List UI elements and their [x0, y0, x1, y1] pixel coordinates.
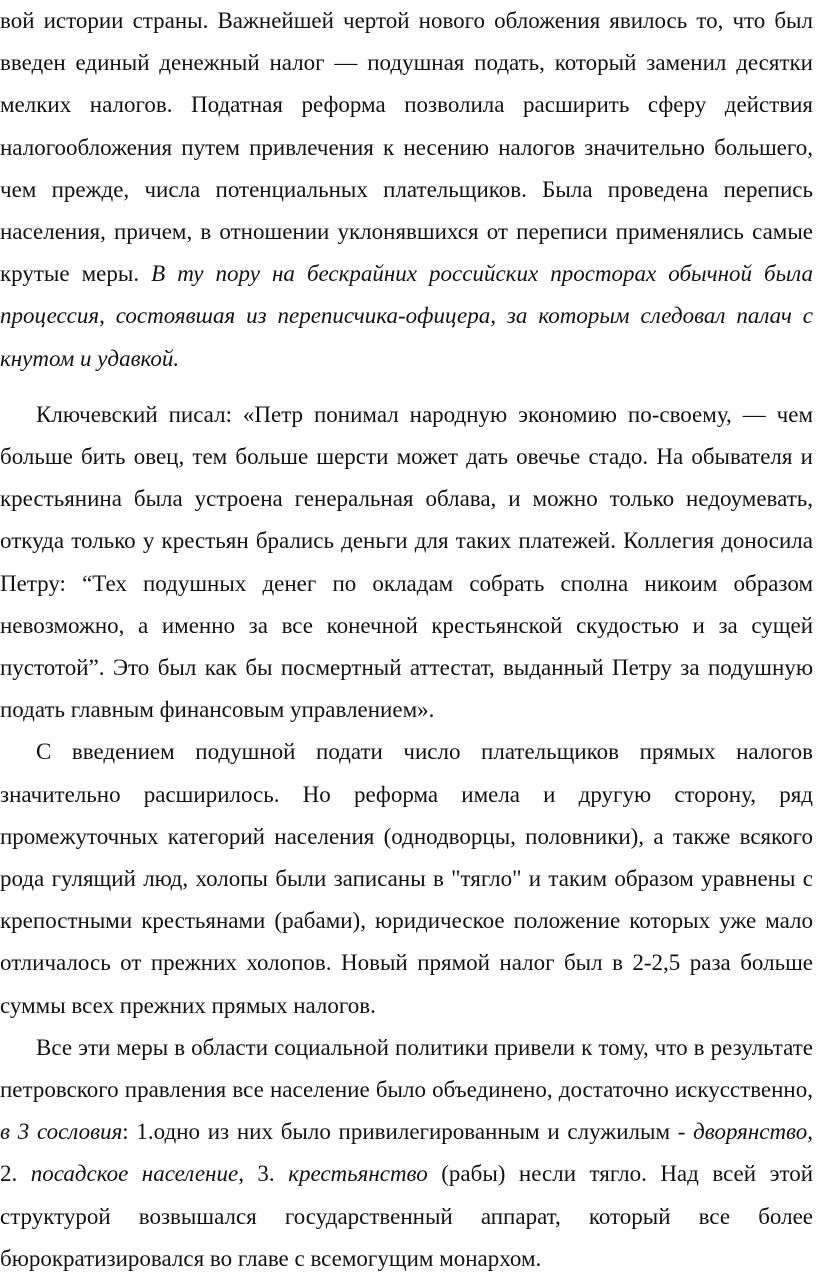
paragraph-4-text-5: (рабы) несли тягло. Над всей этой структурой возвышался государственный аппарат, который все более бюрократизировался во главе с всемогущим монархом.: [0, 1161, 813, 1271]
paragraph-4-italic-nobility: дворянство: [693, 1119, 808, 1145]
paragraph-3-text: С введением подушной подати число плательщиков прямых налогов значительно расширилось. Но реформа имела и другую сторону, ряд промежуточных категорий населения (однодворцы, половники), а также всякого рода гулящий люд, холопы были записаны в "тягло" и таким образом уравнены с крепостными крестьянами (рабами), юридическое положение которых уже мало отличалось от прежних холопов. Новый прямой налог был в 2-2,5 раза больше суммы всех прежних прямых налогов.: [0, 739, 813, 1018]
paragraph-4-text-2: : 1.одно из них было привилегированным и служилым -: [122, 1119, 694, 1145]
paragraph-4-italic-townspeople: посадское население: [30, 1161, 239, 1187]
paragraph-3: [0, 731, 813, 1026]
paragraph-4-text-3: , 2.: [0, 1119, 813, 1187]
paragraph-1-text: вой истории страны. Важнейшей чертой нового обложения явилось то, что был введен единый денежный налог — подушная подать, который заменил десятки мелких налогов. Податная реформа позволила расширить сферу действия налогообложения путем привлечения к несению налогов значительно большего, чем прежде, числа потенциальных плательщиков. Была проведена перепись населения, причем, в отношении уклонявшихся от переписи применялись самые крутые меры.: [0, 8, 813, 287]
paragraph-2-text: Ключевский писал: «Петр понимал народную экономию по-своему, — чем больше бить овец, тем больше шерсти может дать овечье стадо. На обывателя и крестьянина была устроена генеральная облава, и можно только недоумевать, откуда только у крестьян брались деньги для таких платежей. Коллегия доносила Петру: “Тех подушных денег по окладам собрать сполна никоим образом невозможно, а именно за все конечной крестьянской скудостью и за сущей пустотой”. Это был как бы посмертный аттестат, выданный Петру за подушную подать главным финансовым управлением».: [0, 401, 813, 723]
paragraph-4-text-1: Все эти меры в области социальной политики привели к тому, что в результате петровского правления все население было объединено, достаточно искусственно,: [0, 1034, 813, 1103]
paragraph-4: [0, 1027, 813, 1280]
paragraph-2: [0, 394, 813, 732]
paragraph-4-italic-peasantry: крестьянство: [288, 1161, 428, 1187]
paragraph-4-italic-estates: в 3 сословия: [0, 1119, 123, 1145]
paragraph-1-italic: В ту пору на бескрайних российских просторах обычной была процессия, состоявшая из переписчика-офицера, за которым следовал палач с кнутом и удавкой.: [0, 261, 813, 371]
paragraph-4-text-4: , 3.: [238, 1161, 289, 1187]
paragraph-1: [0, 0, 813, 380]
